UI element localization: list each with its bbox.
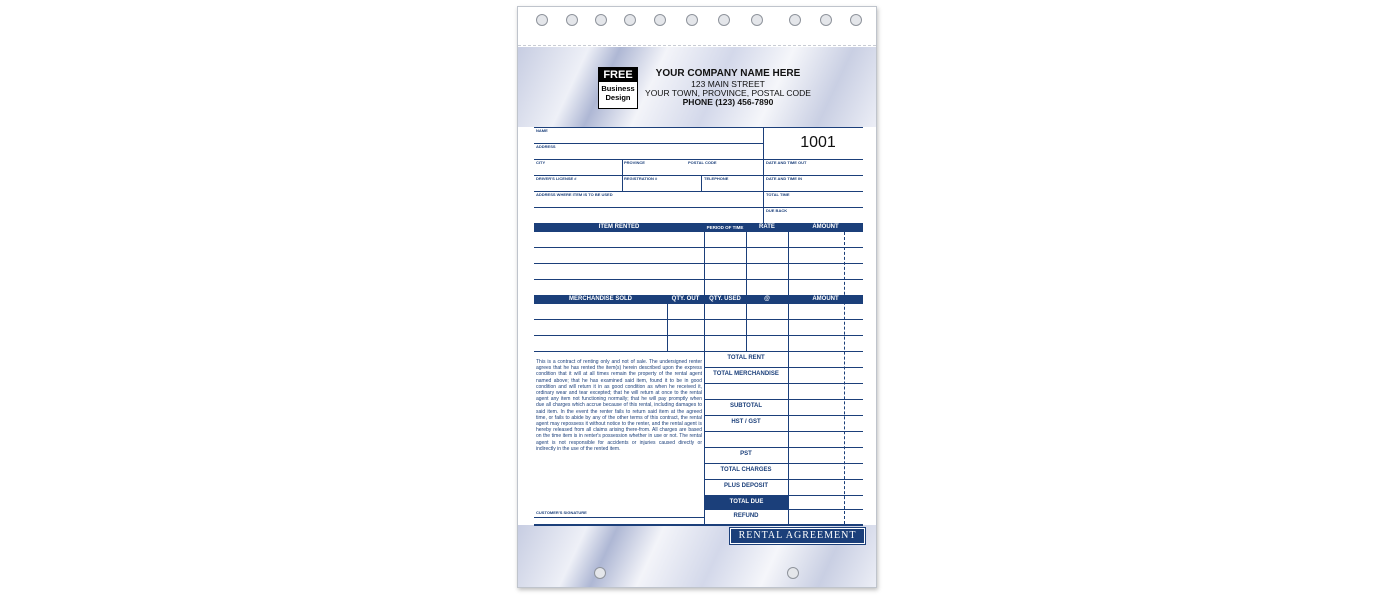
name-label: NAME bbox=[536, 128, 548, 133]
registration-label: REGISTRATION # bbox=[624, 176, 658, 181]
logo-free-text: FREE bbox=[599, 68, 637, 82]
total-time-label: TOTAL TIME bbox=[766, 192, 790, 197]
rate-col: RATE bbox=[759, 224, 775, 230]
rule bbox=[704, 447, 863, 448]
rule bbox=[704, 415, 863, 416]
logo-line2: Design bbox=[605, 93, 631, 102]
terms-text: This is a contract of renting only and not of sale. The undersigned renter agrees that he has rented the item(s) herein described upon the express condition that it will at all times remain the property of the rental agent named above; that he has examined said item, found it to be in good condition and will return it in as good condition as when he received it, ordinary wear and tear excepted; that he will return at once to the rental agent any item not functioning normally; that he will pay promptly when due all charges which accrue because of this rental, including damages to said item. In the event the renter fails to return said item at the agreed time, or fails to abide by any of the other terms of this contract, the rental agent may repossess it without notice to the renter, and the rental agent is hereby released from all claims arising there-from. All charges are based on the time item is in renter's possession whether in use or not. The rental agent is not responsible for accidents or injuries caused directly or indirectly in the use of the rented item. bbox=[536, 359, 702, 452]
table-row[interactable] bbox=[534, 263, 863, 264]
company-street: 123 MAIN STREET bbox=[691, 79, 765, 89]
rule bbox=[701, 175, 702, 191]
table-row[interactable] bbox=[534, 247, 863, 248]
binder-hole bbox=[566, 14, 578, 26]
table-row[interactable] bbox=[534, 319, 863, 320]
telephone-label: TELEPHONE bbox=[704, 176, 729, 181]
city-field[interactable] bbox=[534, 175, 863, 176]
perforated-strip bbox=[518, 7, 876, 46]
rule bbox=[788, 351, 789, 525]
binder-hole bbox=[787, 567, 799, 579]
use-address-label: ADDRESS WHERE ITEM IS TO BE USED bbox=[536, 192, 613, 197]
refund-label: REFUND bbox=[733, 513, 759, 519]
rule bbox=[704, 304, 705, 351]
company-name: YOUR COMPANY NAME HERE bbox=[655, 68, 801, 79]
rule bbox=[746, 232, 747, 295]
merch-col: MERCHANDISE SOLD bbox=[568, 296, 632, 302]
amount-col: AMOUNT bbox=[812, 224, 839, 230]
table-row[interactable] bbox=[534, 335, 863, 336]
binder-hole bbox=[789, 14, 801, 26]
address-label: ADDRESS bbox=[536, 144, 556, 149]
rule bbox=[622, 159, 623, 191]
table-row[interactable] bbox=[534, 351, 863, 352]
plus-deposit-label: PLUS DEPOSIT bbox=[723, 483, 768, 489]
binder-hole bbox=[850, 14, 862, 26]
total-merchandise-label: TOTAL MERCHANDISE bbox=[713, 371, 779, 377]
company-city: YOUR TOWN, PROVINCE, POSTAL CODE bbox=[645, 88, 811, 98]
rule bbox=[704, 232, 705, 295]
subtotal-label: SUBTOTAL bbox=[729, 403, 763, 409]
binder-hole bbox=[654, 14, 666, 26]
province-label: PROVINCE bbox=[624, 160, 645, 165]
binder-hole bbox=[536, 14, 548, 26]
signature-field[interactable] bbox=[534, 517, 704, 518]
city-label: CITY bbox=[536, 160, 546, 165]
rule bbox=[704, 383, 863, 384]
item-rented-col: ITEM RENTED bbox=[598, 224, 640, 230]
date-in-label: DATE AND TIME IN bbox=[766, 176, 802, 181]
logo-line1: Business bbox=[601, 84, 635, 93]
binder-hole bbox=[595, 14, 607, 26]
rule bbox=[746, 304, 747, 351]
name-field[interactable] bbox=[534, 143, 763, 144]
rule bbox=[534, 524, 863, 526]
use-address-field[interactable] bbox=[534, 207, 763, 208]
rule bbox=[667, 304, 668, 351]
cents-divider bbox=[844, 232, 845, 524]
form-title-banner: RENTAL AGREEMENT bbox=[730, 528, 865, 544]
binder-hole bbox=[686, 14, 698, 26]
form-number: 1001 bbox=[800, 134, 836, 151]
pst-label: PST bbox=[740, 451, 752, 457]
rule bbox=[704, 399, 863, 400]
rule bbox=[534, 127, 863, 128]
table-row[interactable] bbox=[534, 279, 863, 280]
item-rented-header bbox=[534, 223, 863, 232]
free-business-design-logo bbox=[598, 67, 638, 109]
rule bbox=[704, 367, 863, 368]
due-back-label: DUE BACK bbox=[766, 208, 788, 213]
binder-hole bbox=[594, 567, 606, 579]
binder-hole bbox=[718, 14, 730, 26]
qty-used-col: QTY. USED bbox=[709, 296, 741, 302]
qty-out-col: QTY. OUT bbox=[671, 296, 700, 302]
rule bbox=[788, 304, 789, 351]
binder-hole bbox=[820, 14, 832, 26]
total-charges-label: TOTAL CHARGES bbox=[720, 467, 772, 473]
rental-agreement-form bbox=[517, 6, 877, 588]
binder-hole bbox=[751, 14, 763, 26]
period-col: PERIOD OF TIME bbox=[706, 225, 744, 230]
rule bbox=[788, 232, 789, 295]
merchandise-header bbox=[534, 295, 863, 304]
rule bbox=[704, 479, 863, 480]
hst-gst-label: HST / GST bbox=[731, 419, 761, 425]
binder-hole bbox=[624, 14, 636, 26]
rule bbox=[704, 509, 863, 510]
at-col: @ bbox=[764, 296, 770, 302]
merch-amount-col: AMOUNT bbox=[812, 296, 839, 302]
total-due-label: TOTAL DUE bbox=[705, 495, 788, 509]
company-phone: PHONE (123) 456-7890 bbox=[682, 97, 774, 107]
rule bbox=[704, 463, 863, 464]
rule bbox=[704, 431, 863, 432]
license-label: DRIVER'S LICENSE # bbox=[536, 176, 577, 181]
total-rent-label: TOTAL RENT bbox=[727, 355, 765, 361]
date-out-label: DATE AND TIME OUT bbox=[766, 160, 807, 165]
postal-code-label: POSTAL CODE bbox=[688, 160, 717, 165]
signature-label: CUSTOMER'S SIGNATURE bbox=[536, 510, 587, 515]
